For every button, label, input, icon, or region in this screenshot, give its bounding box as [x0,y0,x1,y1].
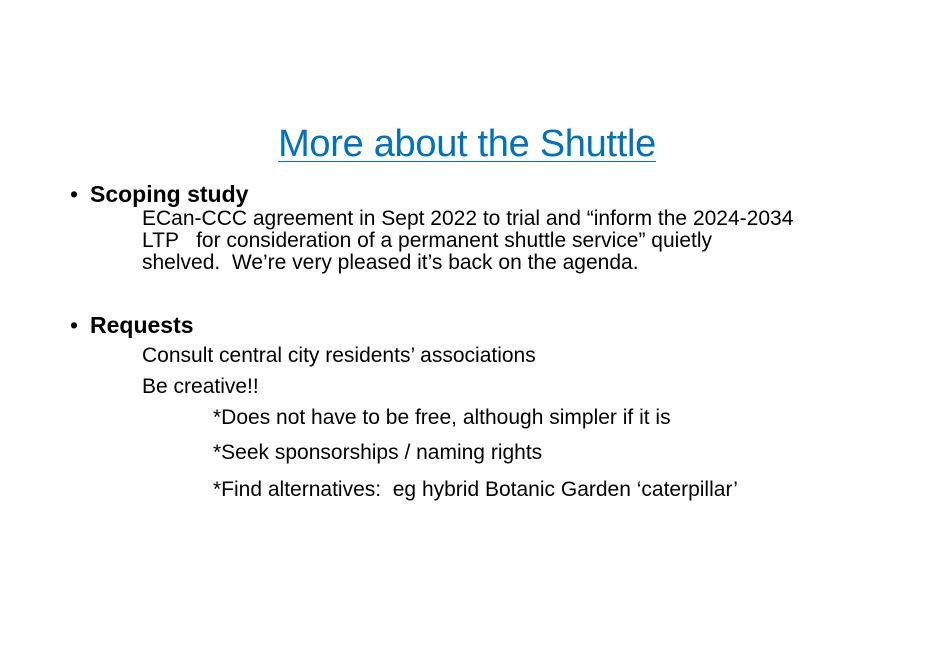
scoping-line-3: shelved. We’re very pleased it’s back on the agenda. [142,251,639,274]
sub-item-sponsorships: *Seek sponsorships / naming rights [213,441,543,464]
bullet-dot: • [70,181,79,207]
request-item-consult: Consult central city residents’ associations [142,344,536,367]
slide-title[interactable]: More about the Shuttle [278,123,656,165]
scoping-study-paragraph [142,208,882,274]
scoping-line-1: ECan-CCC agreement in Sept 2022 to trial and “inform the 2024-2034 [142,207,794,230]
scoping-line-2: LTP for consideration of a permanent shuttle service” quietly [142,229,713,252]
bullet-requests [70,311,194,339]
scoping-study-heading: Scoping study [90,181,249,207]
requests-heading: Requests [90,312,194,338]
bullet-dot: • [70,312,79,338]
bullet-scoping-study [70,180,248,208]
request-item-be-creative: Be creative!! [142,375,259,398]
sub-item-not-free: *Does not have to be free, although simpler if it is [213,406,671,429]
sub-item-alternatives: *Find alternatives: eg hybrid Botanic Garden ‘caterpillar’ [213,478,738,501]
